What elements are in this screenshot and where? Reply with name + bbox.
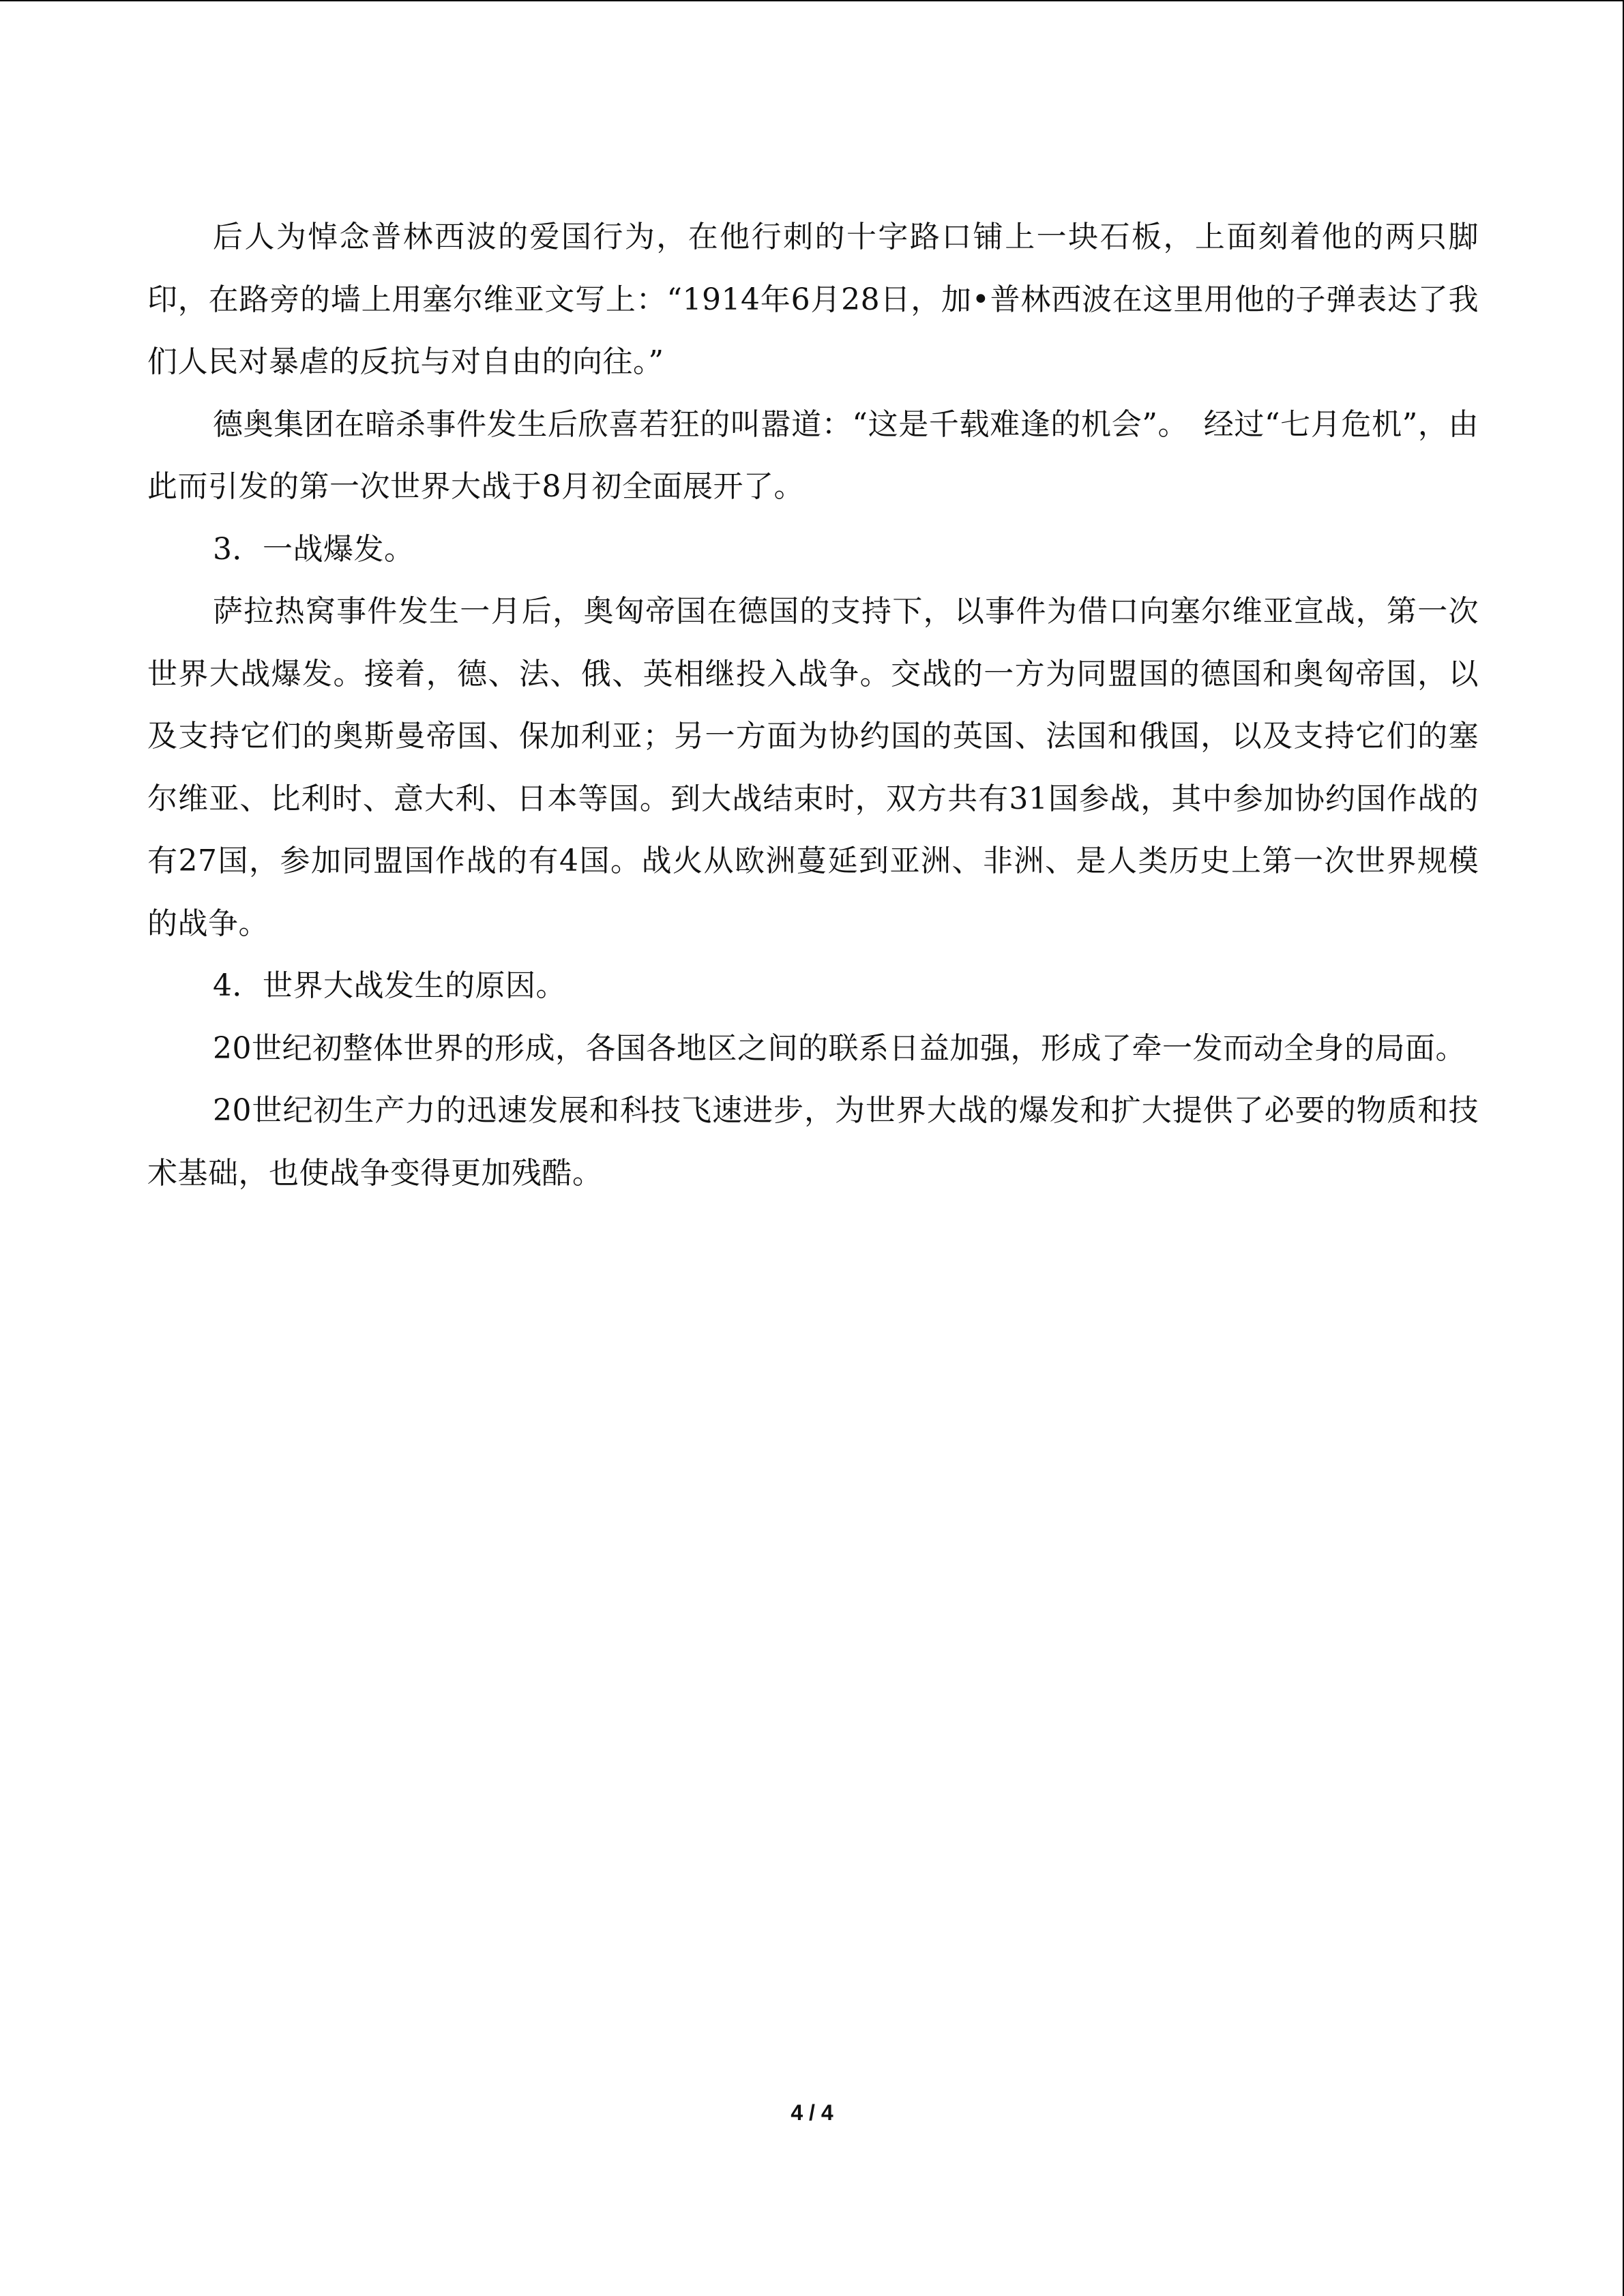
- section-heading-causes: 4．世界大战发生的原因。: [213, 968, 566, 1003]
- paragraph-cause-interconnection: 20世纪初整体世界的形成，各国各地区之间的联系日益加强，形成了牵一发而动全身的局面。: [213, 1030, 1466, 1066]
- document-body: [147, 206, 1479, 1204]
- page-number: 4 / 4: [791, 2100, 833, 2125]
- paragraph-outbreak: 萨拉热窝事件发生一月后，奥匈帝国在德国的支持下，以事件为借口向塞尔维亚宣战，第一次世界大战爆发。接着，德、法、俄、英相继投入战争。交战的一方为同盟国的德国和奥匈帝国，以及支持它们的奥斯曼帝国、保加利亚；另一方面为协约国的英国、法国和俄国，以及支持它们的塞尔维亚、比利时、意大利、日本等国。到大战结束时，双方共有31国参战，其中参加协约国作战的有27国，参加同盟国作战的有4国。战火从欧洲蔓延到亚洲、非洲、是人类历史上第一次世界规模的战争。: [147, 594, 1479, 941]
- section-heading-outbreak: 3．一战爆发。: [213, 531, 415, 567]
- paragraph-memorial: 后人为悼念普林西波的爱国行为，在他行刺的十字路口铺上一块石板，上面刻着他的两只脚印，在路旁的墙上用塞尔维亚文写上：“1914年6月28日，加•普林西波在这里用他的子弹表达了我们人民对暴虐的反抗与对自由的向往。”: [147, 220, 1479, 379]
- paragraph-july-crisis: 德奥集团在暗杀事件发生后欣喜若狂的叫嚣道：“这是千载难逢的机会”。 经过“七月危机”，由此而引发的第一次世界大战于8月初全面展开了。: [147, 406, 1479, 504]
- paragraph-cause-technology: 20世纪初生产力的迅速发展和科技飞速进步，为世界大战的爆发和扩大提供了必要的物质和技术基础，也使战争变得更加残酷。: [147, 1093, 1479, 1191]
